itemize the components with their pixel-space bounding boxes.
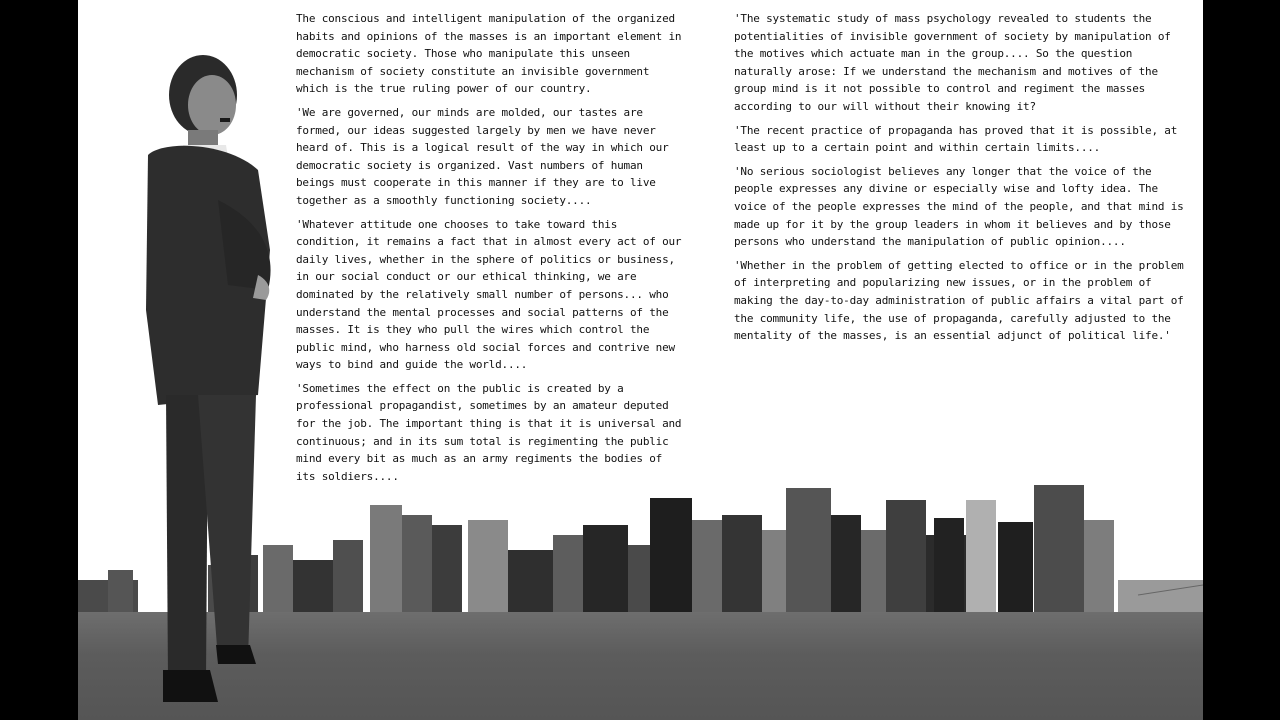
quote-paragraph: 'Whether in the problem of getting elected to office or in the problem of interpreting and popularizing new issues, or in the problem of making the day-to-day administration of public affairs a vital part of the community life, the use of propaganda, carefully adjusted to the mentality of the masses, is an essential adjunct of political life.' (734, 258, 1184, 343)
quote-paragraph: 'Whatever attitude one chooses to take toward this condition, it remains a fact that in almost every act of our daily lives, whether in the sphere of politics or business, in our social conduct or our ethical thinking, we are dominated by the relatively small number of persons... who understand the mental processes and social patterns of the masses. It is they who pull the wires which control the public mind, who harness old social forces and contrive new ways to bind and guide the world.... (296, 217, 682, 372)
quote-column-left (296, 10, 682, 491)
quote-paragraph: The conscious and intelligent manipulation of the organized habits and opinions of the masses is an important element in democratic society. Those who manipulate this unseen mechanism of society constitute an invisible government which is the true ruling power of our country. (296, 12, 682, 96)
quote-paragraph: 'Sometimes the effect on the public is created by a professional propagandist, sometimes by an amateur deputed for the job. The important thing is that it is universal and continuous; and in its sum total is regimenting the public mind every bit as much as an army regiments the bodies of its soldiers.... (296, 381, 682, 483)
quote-column-right (734, 10, 1196, 351)
standing-man-image (108, 50, 308, 720)
quote-paragraph: 'The systematic study of mass psychology revealed to students the potentialities of invisible government of society by manipulation of the motives which actuate man in the group.... So the question naturally arose: If we understand the mechanism and motives of the group mind is it not possible to control and regiment the masses according to our will without their knowing it? (734, 12, 1171, 113)
quote-paragraph: 'The recent practice of propaganda has proved that it is possible, at least up to a certain point and within certain limits.... (734, 123, 1178, 155)
slide-canvas (78, 0, 1203, 720)
quote-paragraph: 'No serious sociologist believes any longer that the voice of the people expresses any divine or especially wise and lofty idea. The voice of the people expresses the mind of the people, and that mind is made up for it by the group leaders in whom it believes and by those persons who understand the manipulation of public opinion.... (734, 164, 1184, 249)
quote-paragraph: 'We are governed, our minds are molded, our tastes are formed, our ideas suggested largely by men we have never heard of. This is a logical result of the way in which our democratic society is organized. Vast numbers of human beings must cooperate in this manner if they are to live together as a smoothly functioning society.... (296, 105, 669, 207)
